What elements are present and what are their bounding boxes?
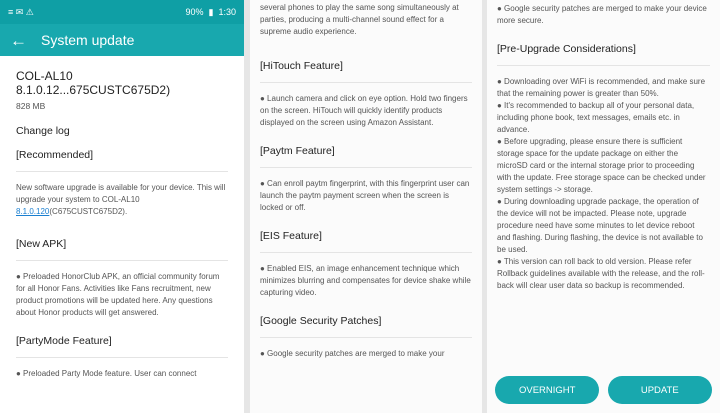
- section-heading-eis: [EIS Feature]: [260, 230, 322, 242]
- google-text: ● Google security patches are merged to make your: [260, 349, 445, 358]
- partymode-text-continued: several phones to play the same song simultaneously at parties, producing a multi-channel sound effect for a supreme audio experience.: [260, 3, 459, 36]
- list-item: ● During downloading upgrade package, the operation of the device will not be impacted. Please note, upgrade procedure need have some minutes to let device reboot and flashing. During flashing, the device is not available to be used.: [497, 197, 703, 254]
- divider: [16, 260, 228, 261]
- divider: [260, 252, 472, 253]
- section-heading-hitouch: [HiTouch Feature]: [260, 60, 343, 72]
- back-arrow-icon[interactable]: ←: [10, 30, 27, 50]
- section-heading-pre-upgrade: [Pre-Upgrade Considerations]: [497, 43, 636, 55]
- build-version: COL-AL10 8.1.0.12...675CUSTC675D2): [16, 69, 171, 97]
- divider: [497, 65, 710, 66]
- divider: [16, 357, 228, 358]
- action-bar: [487, 367, 720, 413]
- clock: 1:30: [218, 7, 236, 17]
- divider: [260, 82, 472, 83]
- battery-icon: ▮: [208, 6, 214, 17]
- overnight-button[interactable]: OVERNIGHT: [495, 376, 599, 404]
- battery-level: 90%: [185, 7, 204, 17]
- update-button[interactable]: UPDATE: [608, 376, 712, 404]
- paytm-text: ● Can enroll paytm fingerprint, with this fingerprint user can launch the paytm payment screen when the screen is locked or off.: [260, 179, 470, 212]
- app-bar: [0, 24, 244, 56]
- changelog-label: Change log: [16, 125, 70, 137]
- recommended-text: New software upgrade is available for your device. This will upgrade your system to COL-AL10 8.1.0.120(C675CUSTC675D2).: [16, 183, 226, 216]
- hitouch-text: ● Launch camera and click on eye option. Hold two fingers on the screen. HiTouch will quickly identify products displayed on the screen using Amazon Assistant.: [260, 94, 468, 127]
- status-bar: [0, 0, 244, 24]
- section-heading-new-apk: [New APK]: [16, 238, 67, 250]
- page-title: System update: [41, 32, 135, 48]
- panel-pre-upgrade: [487, 0, 720, 413]
- section-heading-recommended: [Recommended]: [16, 149, 94, 161]
- notification-icons: ≡ ✉ ⚠: [8, 6, 34, 17]
- divider: [260, 167, 472, 168]
- panel-features: [250, 0, 482, 413]
- version-link[interactable]: 8.1.0.120: [16, 207, 50, 216]
- divider: [16, 171, 228, 172]
- list-item: ● It's recommended to backup all of your personal data, including phone book, text messages, emails etc. in advance.: [497, 101, 695, 134]
- list-item: ● This version can roll back to old version. Please refer Rollback guidelines available with the release, and the roll-back will clear user data so backup is recommended.: [497, 257, 705, 290]
- section-heading-google: [Google Security Patches]: [260, 315, 382, 327]
- divider: [260, 337, 472, 338]
- list-item: ● Before upgrading, please ensure there is sufficient storage space for the update package on either the microSD card or the internal storage prior to proceeding with the update. Free storage space can be checked under system settings -> storage.: [497, 137, 706, 194]
- eis-text: ● Enabled EIS, an image enhancement technique which minimizes blurring and compensates for device shake while capturing video.: [260, 264, 471, 297]
- google-text-full: ● Google security patches are merged to make your device more secure.: [497, 4, 707, 25]
- list-item: ● Downloading over WiFi is recommended, and make sure that the remaining power is greater than 50%.: [497, 77, 706, 98]
- section-heading-partymode: [PartyMode Feature]: [16, 335, 112, 347]
- package-size: 828 MB: [16, 101, 46, 111]
- partymode-text: ● Preloaded Party Mode feature. User can connect: [16, 369, 197, 378]
- new-apk-text: ● Preloaded HonorClub APK, an official community forum for all Honor Fans. Activities like Fans recruitment, new product promotions will be updated here. Any questions about Honor products will get answered.: [16, 272, 220, 317]
- section-heading-paytm: [Paytm Feature]: [260, 145, 335, 157]
- panel-system-update: [0, 0, 244, 413]
